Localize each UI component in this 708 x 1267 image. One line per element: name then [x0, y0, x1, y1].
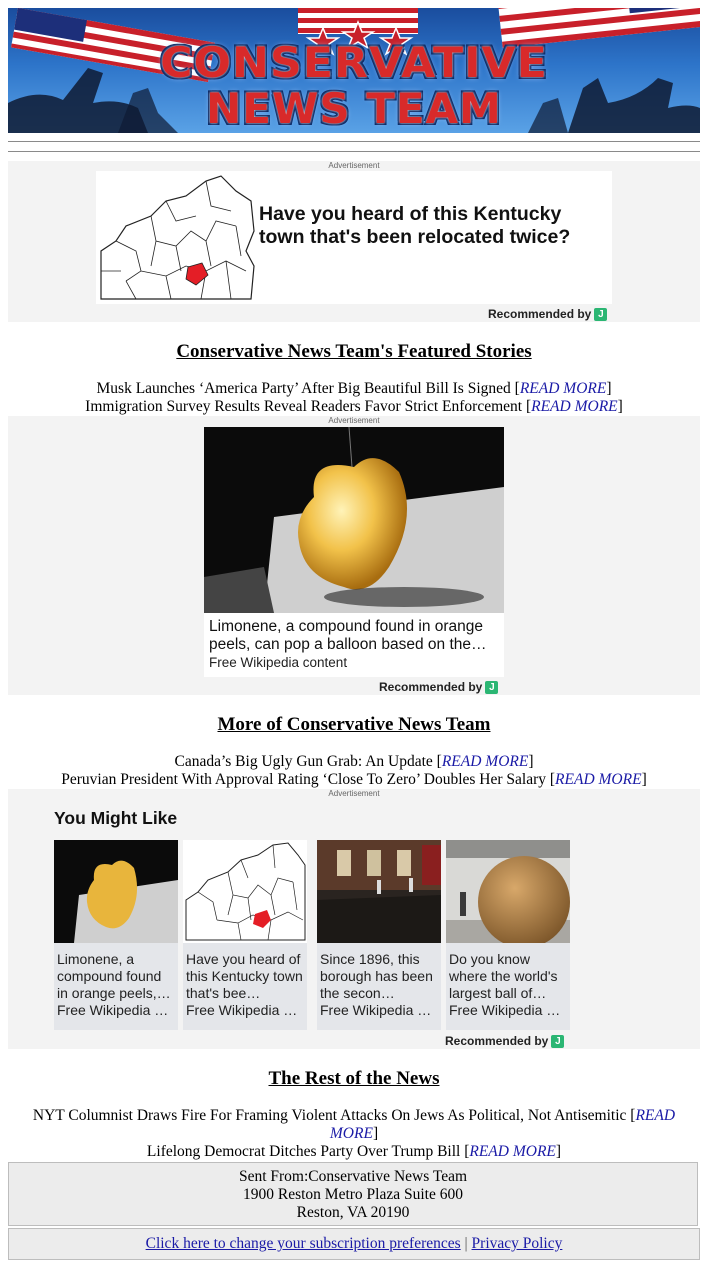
banner-title-line1: CONSERVATIVE: [160, 38, 548, 87]
divider: [8, 141, 700, 142]
read-more-link[interactable]: READ MORE: [531, 398, 618, 415]
ad-unit-1: [8, 161, 700, 322]
address-line-1: 1900 Reston Metro Plaza Suite 600: [243, 1186, 463, 1203]
featured-section-title: Conservative News Team's Featured Stories: [176, 341, 532, 362]
ad-2-headline: Limonene, a compound found in orange peels, can pop a balloon based on the…: [209, 618, 487, 653]
recommendation-card[interactable]: [54, 840, 178, 1030]
rest-section-title: The Rest of the News: [268, 1068, 440, 1089]
recommended-by[interactable]: Recommended by J: [379, 680, 498, 694]
footer-address: [8, 1162, 698, 1226]
ad-unit-2: [8, 416, 700, 695]
ad-unit-3: [8, 789, 700, 1049]
card-title: Since 1896, this borough has been the secon…: [320, 951, 433, 1001]
story-item: Musk Launches ‘America Party’ After Big Beautiful Bill Is Signed [READ MORE]: [96, 380, 612, 397]
borough-street-thumbnail: [317, 840, 441, 943]
privacy-policy-link[interactable]: Privacy Policy: [471, 1235, 563, 1252]
ad-2-card[interactable]: [204, 427, 504, 677]
card-title: Do you know where the world's largest ball of…: [449, 951, 558, 1001]
ad-2-source: Free Wikipedia content: [209, 655, 348, 670]
read-more-link[interactable]: READ MORE: [555, 771, 642, 788]
jeeng-logo-icon: J: [594, 308, 607, 321]
story-item: NYT Columnist Draws Fire For Framing Violent Attacks On Jews As Political, Not Antisemitic [READ MORE]: [32, 1107, 676, 1142]
recommended-by[interactable]: Recommended by J: [488, 307, 607, 321]
card-source: Free Wikipedia c…: [57, 1002, 176, 1018]
link-separator: |: [464, 1235, 468, 1252]
read-more-link[interactable]: READ MORE: [469, 1143, 556, 1160]
kentucky-map-image: [96, 171, 256, 304]
jeeng-logo-icon: J: [551, 1035, 564, 1048]
read-more-link[interactable]: READ MORE: [441, 753, 529, 770]
banner-title-line2: NEWS TEAM: [206, 84, 502, 133]
twine-ball-thumbnail: [446, 840, 570, 943]
card-title: Limonene, a compound found in orange peels,…: [57, 951, 171, 1001]
address-line-2: Reston, VA 20190: [296, 1204, 410, 1221]
sent-from: Sent From:Conservative News Team: [238, 1168, 468, 1185]
card-title: Have you heard of this Kentucky town that's bee…: [186, 951, 303, 1001]
ad-label: Advertisement: [328, 161, 380, 170]
you-might-like-heading: You Might Like: [54, 808, 178, 828]
recommendation-card[interactable]: [317, 840, 441, 1030]
card-source: Free Wikipedia c…: [320, 1002, 439, 1018]
card-source: Free Wikipedia c…: [186, 1002, 305, 1018]
read-more-link[interactable]: READ MORE: [519, 380, 607, 397]
recommendation-card[interactable]: [446, 840, 570, 1030]
ad-1-headline: Have you heard of this Kentucky town that's been relocated twice?: [259, 203, 571, 248]
recommended-by[interactable]: Recommended by J: [445, 1034, 564, 1048]
story-item: Immigration Survey Results Reveal Readers Favor Strict Enforcement [READ MORE]: [85, 398, 623, 415]
recommendation-card[interactable]: [183, 840, 307, 1030]
ad-1-card[interactable]: [96, 171, 612, 304]
more-section-title: More of Conservative News Team: [217, 714, 491, 735]
masthead-banner: [8, 8, 700, 133]
subscription-preferences-link[interactable]: Click here to change your subscription preferences: [145, 1235, 461, 1252]
balloon-thumbnail: [54, 840, 178, 943]
kentucky-map-thumbnail: [183, 840, 307, 943]
read-more-link[interactable]: READ MORE: [329, 1107, 676, 1142]
story-item: Canada’s Big Ugly Gun Grab: An Update [READ MORE]: [174, 753, 534, 770]
ad-label: Advertisement: [328, 789, 380, 798]
card-source: Free Wikipedia c…: [449, 1002, 568, 1018]
ad-label: Advertisement: [328, 416, 380, 425]
footer-links: [8, 1228, 700, 1260]
divider: [8, 151, 700, 152]
story-item: Lifelong Democrat Ditches Party Over Trump Bill [READ MORE]: [146, 1143, 562, 1160]
story-item: Peruvian President With Approval Rating ‘Close To Zero’ Doubles Her Salary [READ MORE]: [61, 771, 647, 788]
jeeng-logo-icon: J: [485, 681, 498, 694]
balloon-image: [204, 427, 504, 613]
